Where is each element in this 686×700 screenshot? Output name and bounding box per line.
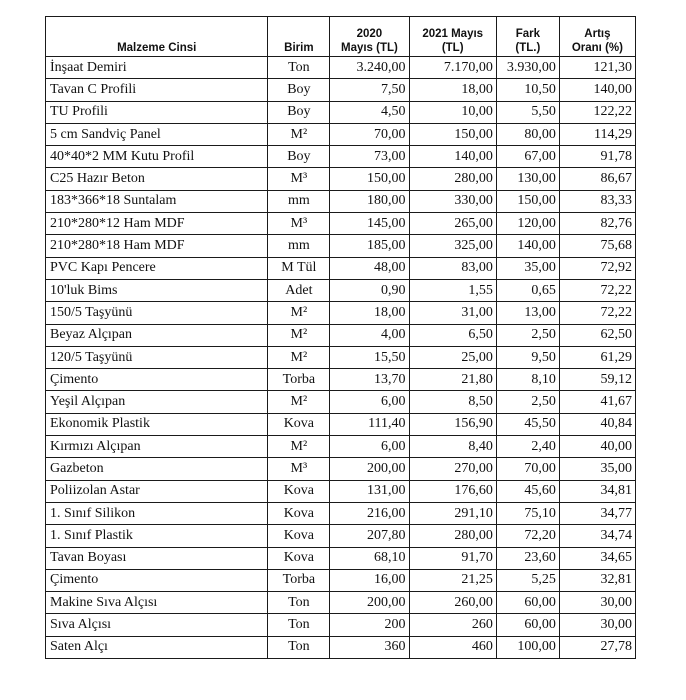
cell-2021-price: 8,40 — [409, 436, 496, 458]
cell-2020-price: 15,50 — [330, 346, 409, 368]
cell-unit: Ton — [268, 636, 330, 658]
cell-2021-price: 7.170,00 — [409, 57, 496, 79]
table-row — [46, 436, 636, 458]
header-increase-rate — [559, 17, 635, 57]
header-material-name: Malzeme Cinsi — [46, 17, 268, 57]
cell-material-name: 10'luk Bims — [46, 279, 268, 301]
cell-2021-price: 260,00 — [409, 592, 496, 614]
cell-difference: 60,00 — [496, 592, 559, 614]
table-row — [46, 302, 636, 324]
cell-material-name: 150/5 Taşyünü — [46, 302, 268, 324]
cell-2021-price: 291,10 — [409, 502, 496, 524]
table-row — [46, 168, 636, 190]
cell-2020-price: 6,00 — [330, 391, 409, 413]
table-row — [46, 413, 636, 435]
cell-2021-price: 25,00 — [409, 346, 496, 368]
cell-2020-price: 131,00 — [330, 480, 409, 502]
cell-increase-rate: 122,22 — [559, 101, 635, 123]
cell-material-name: 5 cm Sandviç Panel — [46, 123, 268, 145]
cell-material-name: Gazbeton — [46, 458, 268, 480]
cell-increase-rate: 140,00 — [559, 79, 635, 101]
price-table-sheet — [45, 16, 636, 659]
cell-material-name: Beyaz Alçıpan — [46, 324, 268, 346]
cell-2020-price: 48,00 — [330, 257, 409, 279]
cell-2021-price: 330,00 — [409, 190, 496, 212]
header-2020-price — [330, 17, 409, 57]
cell-2020-price: 4,50 — [330, 101, 409, 123]
cell-increase-rate: 40,00 — [559, 436, 635, 458]
cell-unit: M³ — [268, 213, 330, 235]
cell-increase-rate: 83,33 — [559, 190, 635, 212]
cell-2020-price: 18,00 — [330, 302, 409, 324]
table-row — [46, 257, 636, 279]
cell-material-name: Tavan Boyası — [46, 547, 268, 569]
cell-2021-price: 325,00 — [409, 235, 496, 257]
cell-increase-rate: 30,00 — [559, 614, 635, 636]
cell-increase-rate: 35,00 — [559, 458, 635, 480]
cell-2020-price: 207,80 — [330, 525, 409, 547]
cell-unit: M² — [268, 391, 330, 413]
cell-unit: Kova — [268, 547, 330, 569]
cell-material-name: C25 Hazır Beton — [46, 168, 268, 190]
cell-increase-rate: 40,84 — [559, 413, 635, 435]
cell-difference: 2,40 — [496, 436, 559, 458]
cell-material-name: 120/5 Taşyünü — [46, 346, 268, 368]
cell-2021-price: 176,60 — [409, 480, 496, 502]
cell-difference: 120,00 — [496, 213, 559, 235]
cell-unit: mm — [268, 235, 330, 257]
cell-material-name: 210*280*18 Ham MDF — [46, 235, 268, 257]
cell-2021-price: 460 — [409, 636, 496, 658]
cell-increase-rate: 41,67 — [559, 391, 635, 413]
table-row — [46, 79, 636, 101]
cell-difference: 140,00 — [496, 235, 559, 257]
cell-unit: Boy — [268, 79, 330, 101]
cell-increase-rate: 34,81 — [559, 480, 635, 502]
cell-2020-price: 68,10 — [330, 547, 409, 569]
cell-increase-rate: 86,67 — [559, 168, 635, 190]
cell-increase-rate: 32,81 — [559, 569, 635, 591]
cell-unit: mm — [268, 190, 330, 212]
table-row — [46, 614, 636, 636]
header-difference — [496, 17, 559, 57]
cell-2021-price: 140,00 — [409, 146, 496, 168]
cell-2021-price: 8,50 — [409, 391, 496, 413]
cell-unit: Torba — [268, 569, 330, 591]
cell-difference: 45,60 — [496, 480, 559, 502]
cell-difference: 45,50 — [496, 413, 559, 435]
cell-unit: Adet — [268, 279, 330, 301]
cell-2020-price: 73,00 — [330, 146, 409, 168]
cell-material-name: PVC Kapı Pencere — [46, 257, 268, 279]
table-row — [46, 146, 636, 168]
cell-2020-price: 70,00 — [330, 123, 409, 145]
cell-increase-rate: 34,77 — [559, 502, 635, 524]
cell-2020-price: 6,00 — [330, 436, 409, 458]
cell-increase-rate: 82,76 — [559, 213, 635, 235]
cell-material-name: 183*366*18 Suntalam — [46, 190, 268, 212]
header-2021-line1: 2021 Mayıs — [422, 28, 484, 40]
price-comparison-table — [45, 16, 636, 659]
cell-2020-price: 16,00 — [330, 569, 409, 591]
table-row — [46, 391, 636, 413]
table-row — [46, 101, 636, 123]
cell-unit: Ton — [268, 614, 330, 636]
cell-difference: 2,50 — [496, 324, 559, 346]
cell-material-name: İnşaat Demiri — [46, 57, 268, 79]
cell-difference: 100,00 — [496, 636, 559, 658]
cell-2021-price: 150,00 — [409, 123, 496, 145]
table-row — [46, 57, 636, 79]
table-row — [46, 458, 636, 480]
cell-unit: M³ — [268, 168, 330, 190]
cell-unit: Boy — [268, 146, 330, 168]
cell-2020-price: 145,00 — [330, 213, 409, 235]
cell-increase-rate: 91,78 — [559, 146, 635, 168]
cell-difference: 72,20 — [496, 525, 559, 547]
header-diff-line1: Fark — [515, 28, 540, 40]
cell-2020-price: 7,50 — [330, 79, 409, 101]
cell-material-name: Kırmızı Alçıpan — [46, 436, 268, 458]
cell-material-name: TU Profili — [46, 101, 268, 123]
cell-difference: 67,00 — [496, 146, 559, 168]
cell-unit: M Tül — [268, 257, 330, 279]
cell-unit: Kova — [268, 502, 330, 524]
cell-unit: M³ — [268, 458, 330, 480]
table-row — [46, 569, 636, 591]
header-2020-line2: Mayıs (TL) — [340, 42, 398, 54]
cell-difference: 35,00 — [496, 257, 559, 279]
table-row — [46, 123, 636, 145]
cell-increase-rate: 62,50 — [559, 324, 635, 346]
cell-material-name: 1. Sınıf Plastik — [46, 525, 268, 547]
header-row — [46, 17, 636, 57]
cell-material-name: Sıva Alçısı — [46, 614, 268, 636]
cell-difference: 23,60 — [496, 547, 559, 569]
cell-increase-rate: 59,12 — [559, 369, 635, 391]
table-row — [46, 480, 636, 502]
cell-difference: 3.930,00 — [496, 57, 559, 79]
header-2021-price — [409, 17, 496, 57]
cell-difference: 75,10 — [496, 502, 559, 524]
cell-difference: 8,10 — [496, 369, 559, 391]
table-row — [46, 636, 636, 658]
table-row — [46, 346, 636, 368]
cell-difference: 5,50 — [496, 101, 559, 123]
cell-increase-rate: 72,92 — [559, 257, 635, 279]
cell-2020-price: 111,40 — [330, 413, 409, 435]
cell-unit: M² — [268, 123, 330, 145]
cell-2021-price: 10,00 — [409, 101, 496, 123]
cell-material-name: Poliizolan Astar — [46, 480, 268, 502]
header-rate-line2: Oranı (%) — [571, 42, 623, 54]
cell-unit: Kova — [268, 480, 330, 502]
cell-material-name: 1. Sınıf Silikon — [46, 502, 268, 524]
cell-2021-price: 91,70 — [409, 547, 496, 569]
cell-difference: 80,00 — [496, 123, 559, 145]
cell-2021-price: 31,00 — [409, 302, 496, 324]
table-row — [46, 235, 636, 257]
header-unit: Birim — [268, 17, 330, 57]
cell-2021-price: 18,00 — [409, 79, 496, 101]
cell-2021-price: 21,25 — [409, 569, 496, 591]
cell-difference: 130,00 — [496, 168, 559, 190]
cell-2020-price: 180,00 — [330, 190, 409, 212]
cell-difference: 0,65 — [496, 279, 559, 301]
cell-2021-price: 260 — [409, 614, 496, 636]
cell-2021-price: 156,90 — [409, 413, 496, 435]
cell-material-name: Çimento — [46, 369, 268, 391]
header-2021-line2: (TL) — [441, 42, 464, 54]
cell-difference: 9,50 — [496, 346, 559, 368]
cell-increase-rate: 114,29 — [559, 123, 635, 145]
cell-unit: Kova — [268, 525, 330, 547]
table-row — [46, 324, 636, 346]
cell-difference: 60,00 — [496, 614, 559, 636]
cell-material-name: Çimento — [46, 569, 268, 591]
cell-2020-price: 185,00 — [330, 235, 409, 257]
cell-increase-rate: 61,29 — [559, 346, 635, 368]
table-row — [46, 547, 636, 569]
cell-2021-price: 270,00 — [409, 458, 496, 480]
cell-unit: Ton — [268, 57, 330, 79]
cell-unit: M² — [268, 436, 330, 458]
cell-material-name: 40*40*2 MM Kutu Profil — [46, 146, 268, 168]
table-row — [46, 525, 636, 547]
cell-2021-price: 6,50 — [409, 324, 496, 346]
cell-2021-price: 1,55 — [409, 279, 496, 301]
cell-difference: 2,50 — [496, 391, 559, 413]
table-body — [46, 57, 636, 659]
cell-increase-rate: 75,68 — [559, 235, 635, 257]
cell-2020-price: 150,00 — [330, 168, 409, 190]
cell-material-name: Makine Sıva Alçısı — [46, 592, 268, 614]
cell-material-name: Saten Alçı — [46, 636, 268, 658]
cell-material-name: Yeşil Alçıpan — [46, 391, 268, 413]
cell-2021-price: 265,00 — [409, 213, 496, 235]
cell-unit: Ton — [268, 592, 330, 614]
table-row — [46, 592, 636, 614]
cell-difference: 70,00 — [496, 458, 559, 480]
table-header — [46, 17, 636, 57]
cell-difference: 150,00 — [496, 190, 559, 212]
cell-2021-price: 280,00 — [409, 168, 496, 190]
cell-difference: 5,25 — [496, 569, 559, 591]
table-row — [46, 213, 636, 235]
cell-material-name: Tavan C Profili — [46, 79, 268, 101]
header-2020-line1: 2020 — [356, 28, 383, 40]
cell-unit: Kova — [268, 413, 330, 435]
table-row — [46, 190, 636, 212]
cell-unit: M² — [268, 346, 330, 368]
cell-2020-price: 200,00 — [330, 458, 409, 480]
cell-material-name: Ekonomik Plastik — [46, 413, 268, 435]
cell-2021-price: 280,00 — [409, 525, 496, 547]
cell-unit: Torba — [268, 369, 330, 391]
header-diff-line2: (TL.) — [515, 42, 541, 54]
table-row — [46, 369, 636, 391]
cell-2020-price: 3.240,00 — [330, 57, 409, 79]
cell-increase-rate: 72,22 — [559, 302, 635, 324]
cell-unit: Boy — [268, 101, 330, 123]
cell-2020-price: 200,00 — [330, 592, 409, 614]
cell-increase-rate: 30,00 — [559, 592, 635, 614]
cell-2021-price: 21,80 — [409, 369, 496, 391]
cell-increase-rate: 72,22 — [559, 279, 635, 301]
cell-unit: M² — [268, 324, 330, 346]
cell-2020-price: 0,90 — [330, 279, 409, 301]
table-row — [46, 279, 636, 301]
cell-increase-rate: 27,78 — [559, 636, 635, 658]
cell-2020-price: 360 — [330, 636, 409, 658]
table-row — [46, 502, 636, 524]
cell-difference: 13,00 — [496, 302, 559, 324]
cell-increase-rate: 34,74 — [559, 525, 635, 547]
cell-material-name: 210*280*12 Ham MDF — [46, 213, 268, 235]
cell-increase-rate: 121,30 — [559, 57, 635, 79]
cell-2020-price: 13,70 — [330, 369, 409, 391]
cell-2020-price: 4,00 — [330, 324, 409, 346]
cell-2020-price: 216,00 — [330, 502, 409, 524]
cell-unit: M² — [268, 302, 330, 324]
cell-increase-rate: 34,65 — [559, 547, 635, 569]
header-rate-line1: Artış — [584, 28, 611, 40]
cell-2020-price: 200 — [330, 614, 409, 636]
cell-2021-price: 83,00 — [409, 257, 496, 279]
cell-difference: 10,50 — [496, 79, 559, 101]
